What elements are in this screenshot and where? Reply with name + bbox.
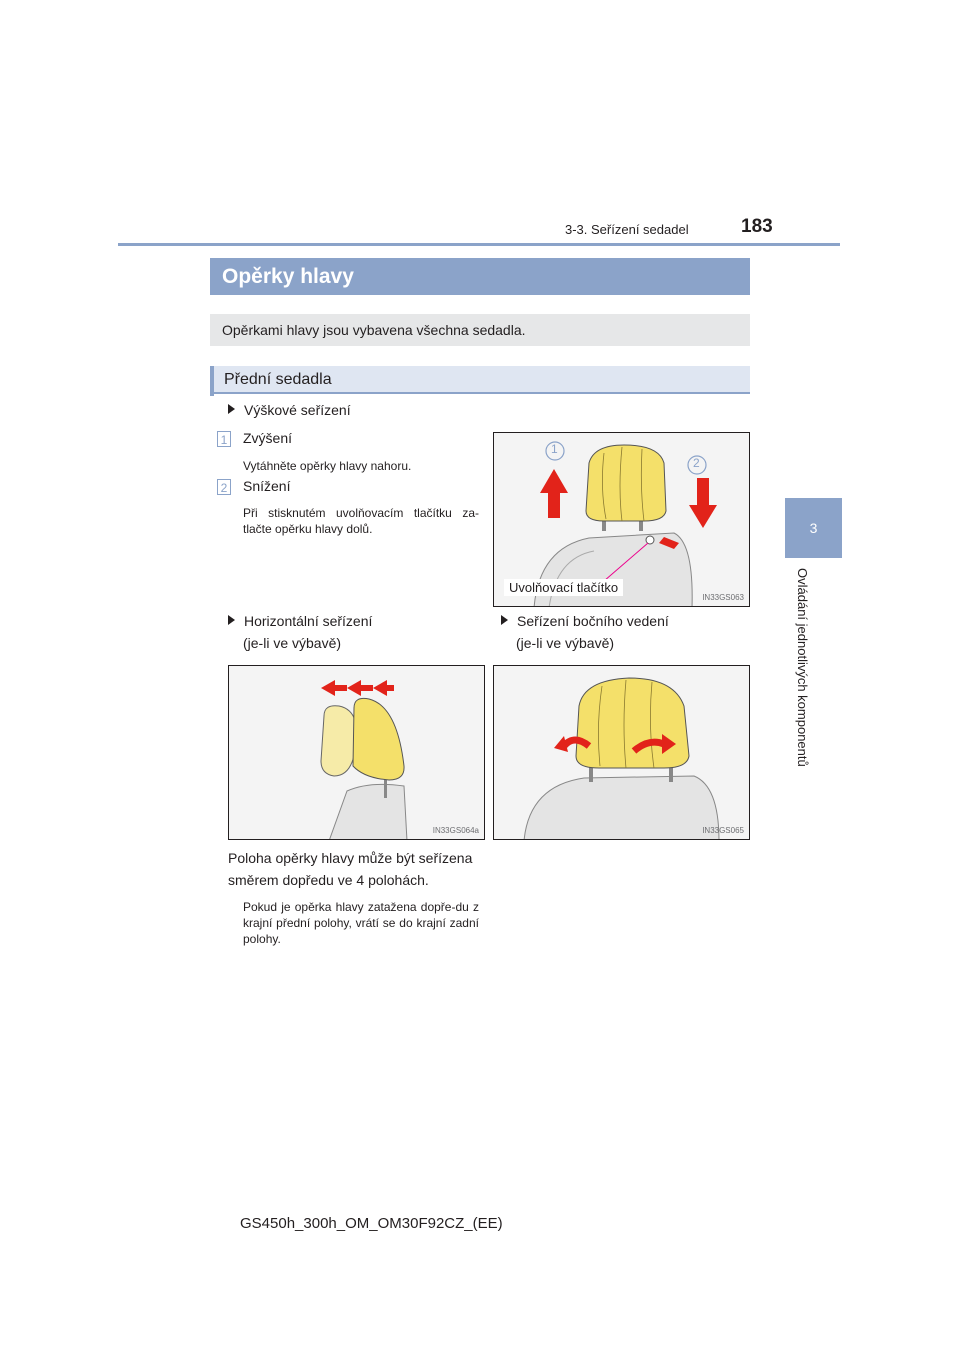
- arrow-forward-icon: [321, 680, 347, 696]
- arrow-down-icon: [689, 478, 717, 528]
- step-desc-raise: Vytáhněte opěrky hlavy nahoru.: [243, 459, 412, 473]
- figure-horizontal-adjust: [228, 665, 485, 840]
- arrow-up-icon: [540, 469, 568, 518]
- bullet-triangle-icon: [501, 615, 508, 625]
- figure-callout-2: 2: [693, 456, 700, 470]
- step-number-1: 1: [217, 431, 231, 447]
- arrow-forward-icon: [347, 680, 373, 696]
- horizontal-text-line1: Poloha opěrky hlavy může být seřízena: [228, 850, 473, 866]
- section-title: Opěrky hlavy: [210, 258, 750, 295]
- figure-code: IN33GS063: [702, 593, 744, 602]
- document-code: GS450h_300h_OM_OM30F92CZ_(EE): [240, 1215, 503, 1232]
- headrest-horizontal-illustration: [229, 666, 485, 840]
- bullet-triangle-icon: [228, 404, 235, 414]
- rotate-arrow-left-icon: [554, 736, 568, 752]
- step-label-lower: Snížení: [243, 478, 291, 494]
- section-intro: Opěrkami hlavy jsou vybavena všechna sedadla.: [210, 314, 750, 346]
- chapter-tab[interactable]: 3: [785, 498, 842, 558]
- running-header-section: 3-3. Seřízení sedadel: [565, 222, 689, 237]
- page-number: 183: [741, 216, 773, 237]
- bullet-triangle-icon: [228, 615, 235, 625]
- step-desc-lower: Při stisknutém uvolňovacím tlačítku za-tlačte opěrku hlavy dolů.: [243, 506, 479, 536]
- height-adjust-heading: Výškové seřízení: [228, 402, 351, 418]
- release-button-label: Uvolňovací tlačítko: [504, 579, 623, 596]
- subsection-title: Přední sedadla: [210, 366, 750, 394]
- header-rule: [118, 243, 840, 246]
- chapter-title: Ovládání jednotlivých komponentů: [795, 568, 810, 767]
- side-support-heading: Seřízení bočního vedení: [501, 613, 669, 629]
- horizontal-adjust-heading: Horizontální seřízení: [228, 613, 372, 629]
- horizontal-note: Pokud je opěrka hlavy zatažena dopře-du z krajní přední polohy, vrátí se do krajní zadní polohy.: [243, 900, 479, 946]
- horizontal-text-line2: směrem dopředu ve 4 polohách.: [228, 872, 429, 888]
- horizontal-adjust-heading-note: (je-li ve výbavě): [243, 635, 342, 651]
- figure-code: IN33GS065: [702, 826, 744, 835]
- figure-height-adjust: [493, 432, 750, 607]
- figure-code: IN33GS064a: [432, 826, 479, 835]
- step-number-2: 2: [217, 479, 231, 495]
- step-label-raise: Zvýšení: [243, 430, 293, 446]
- arrow-forward-icon: [373, 680, 394, 696]
- figure-side-support-adjust: [493, 665, 750, 840]
- headrest-side-support-illustration: [494, 666, 750, 840]
- side-support-heading-note: (je-li ve výbavě): [516, 635, 615, 651]
- figure-callout-1: 1: [551, 442, 558, 456]
